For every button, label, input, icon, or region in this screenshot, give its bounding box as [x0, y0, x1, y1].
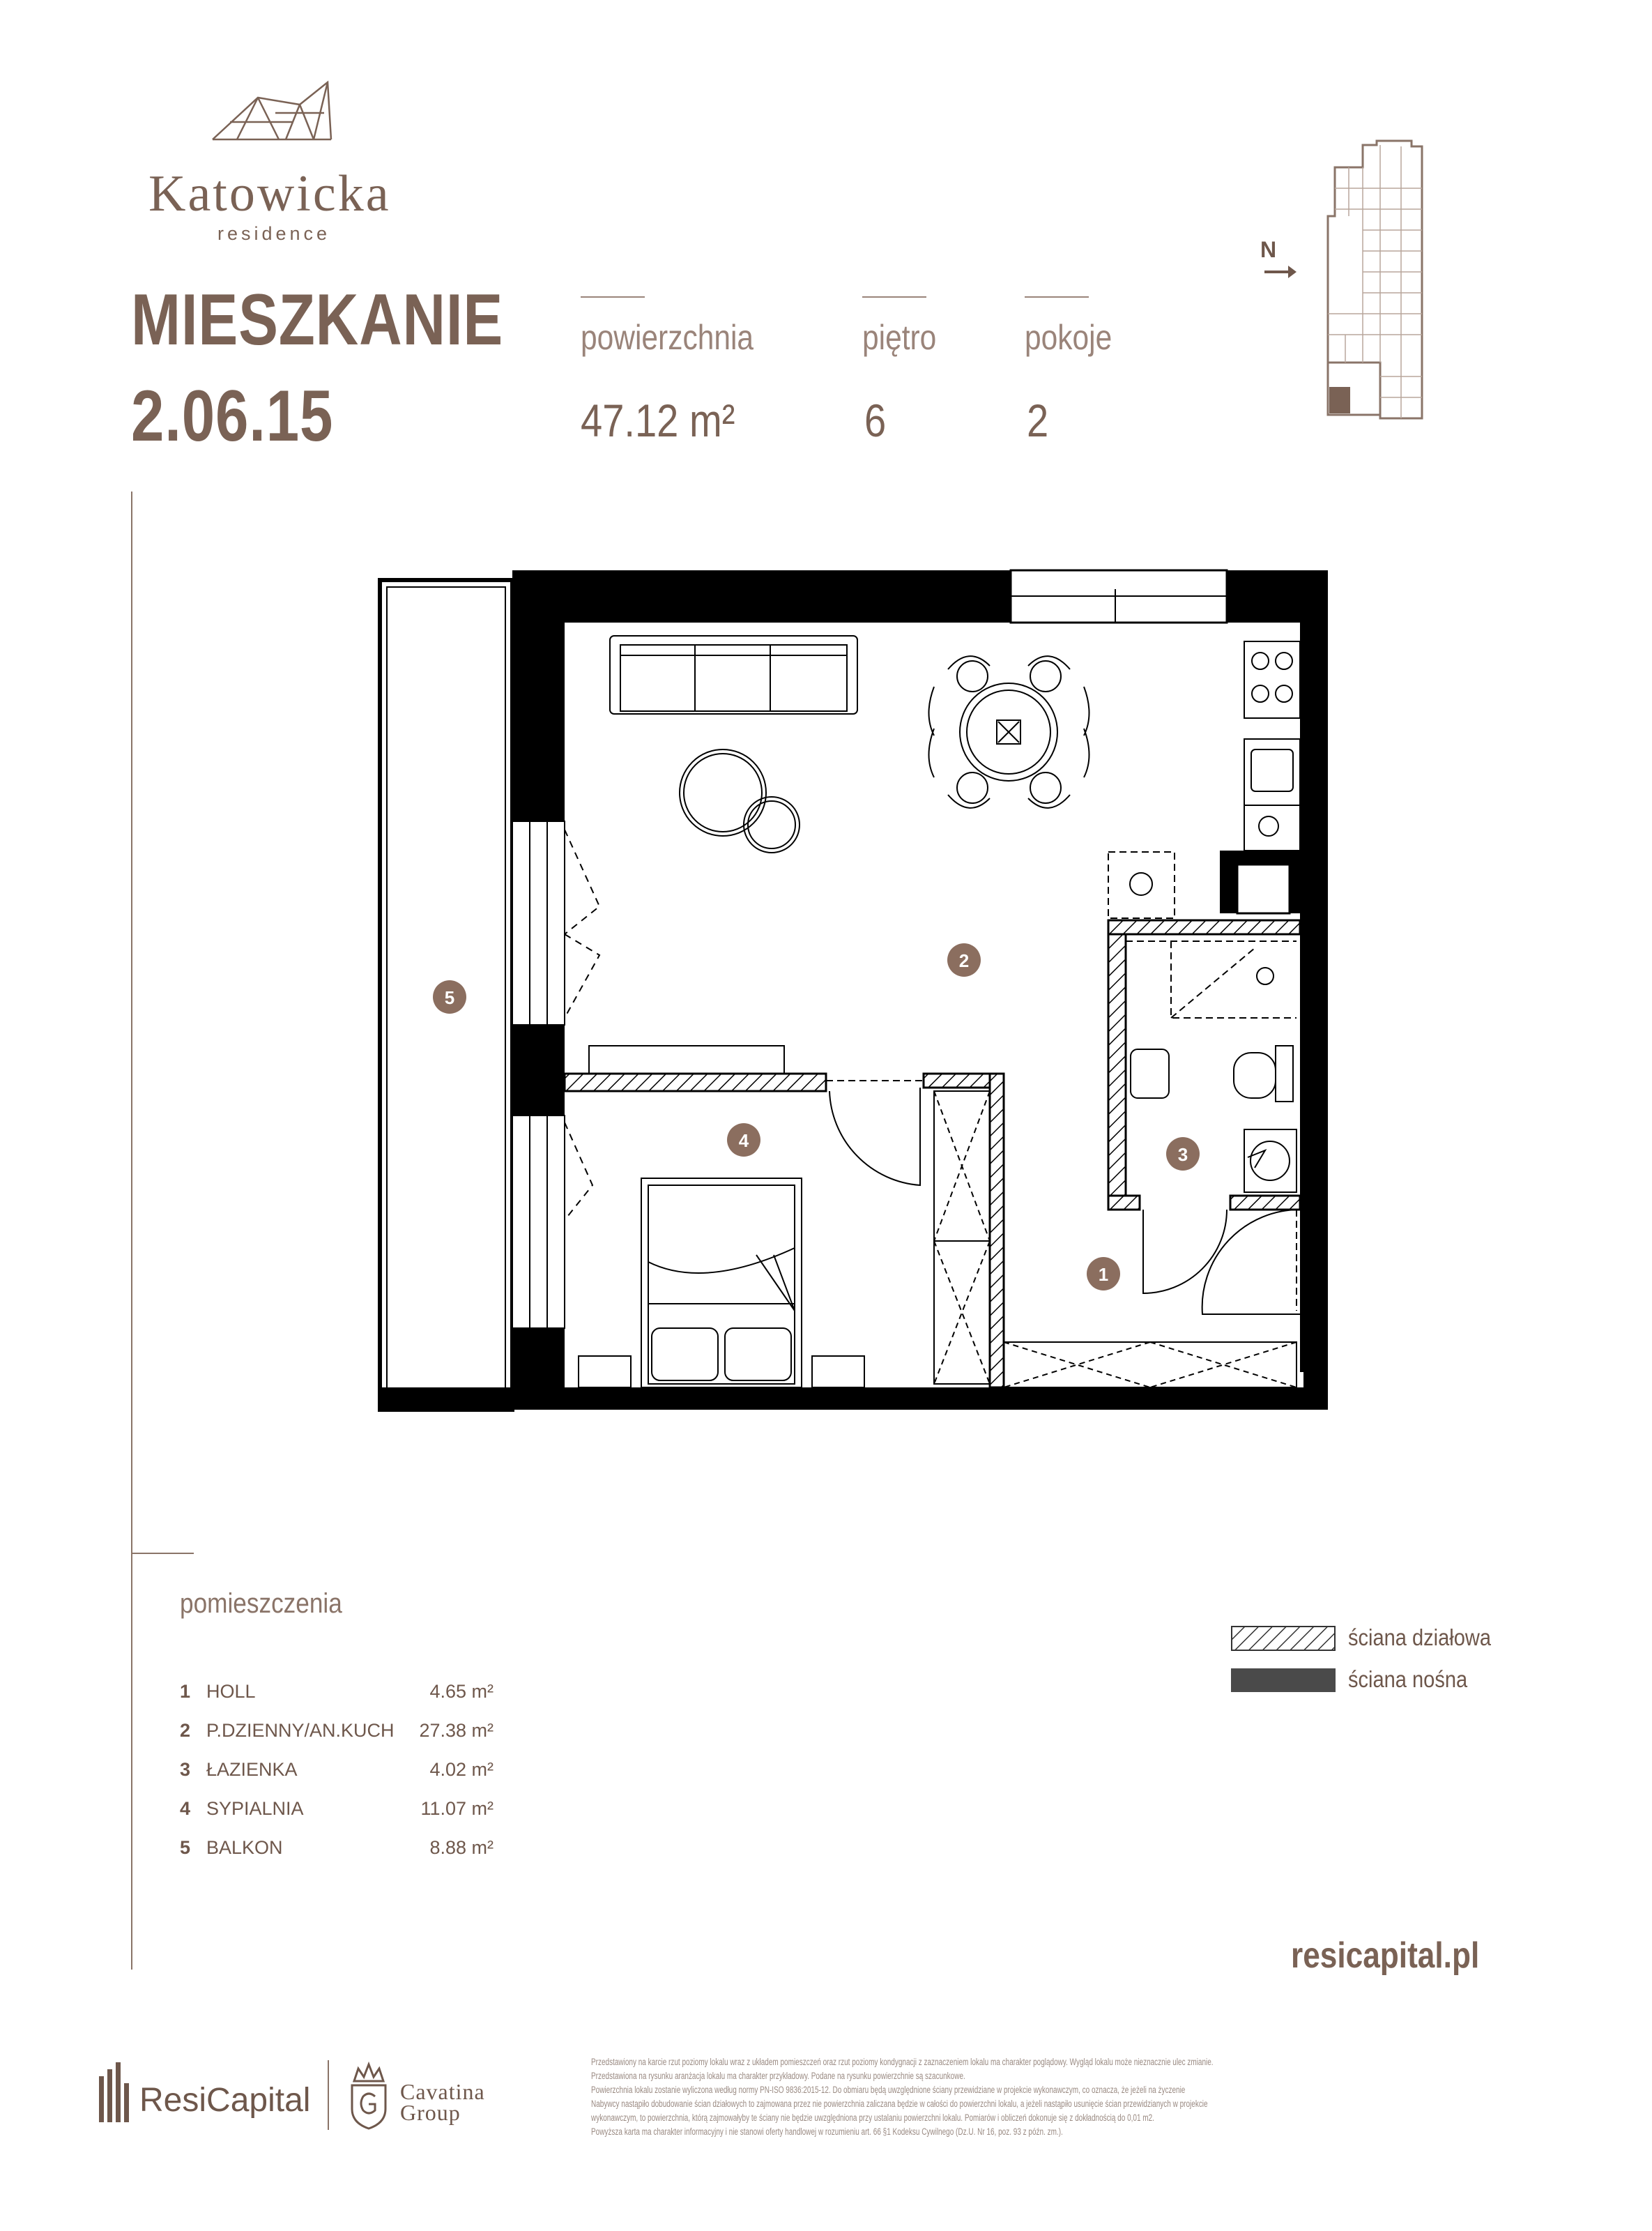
stat-label-floor: piętro: [862, 318, 937, 357]
north-indicator: [1260, 237, 1309, 286]
disclaimer-line: wykonawczym, to powierzchnia, którą zajmowałyby te ściany nie będzie uwzględniona przy ustalaniu powierzchni lokalu. Pomiarów i obliczeń dokonuje się z dokładnością do 0,01 m2.: [591, 2112, 1154, 2123]
disclaimer-line: Powierzchnia lokalu zostanie wyliczona według normy PN-ISO 9836:2015-12. Do obmiaru będą uwzględnione ściany przewidziane w projekcie wykonawczym, co oznacza, że jeżeli na życzenie: [591, 2085, 1186, 2095]
disclaimer-line: Przedstawiony na karcie rzut poziomy lokalu wraz z układem pomieszczeń oraz rzut poziomy kondygnacji z zaznaczeniem lokalu ma charakter poglądowy. Wygląd lokalu może nieznacznie ulec zmianie.: [591, 2057, 1214, 2067]
room-row: [180, 1828, 494, 1867]
room-area: 11.07 m²: [420, 1797, 494, 1819]
room-num: 3: [180, 1758, 191, 1780]
rooms-list: [180, 1672, 494, 1867]
stat-rule: [1025, 296, 1089, 298]
disclaimer-line: Powyższa karta ma charakter informacyjny i nie stanowi oferty handlowej w rozumieniu art. 66 §1 Kodeksu Cywilnego (Dz.U. Nr 16, poz. 93 z późn. zm.).: [591, 2126, 1063, 2137]
room-area: 4.02 m²: [429, 1758, 494, 1780]
bathroom-fixtures: [1126, 941, 1297, 1192]
room-area: 27.38 m²: [419, 1719, 494, 1741]
floor-plan: [376, 565, 1338, 1422]
disclaimer-line: Przedstawiona na rysunku aranżacja lokalu ma charakter przykładowy. Podane na rysunku powierzchnie są szacunkowe.: [591, 2071, 965, 2081]
legend-partition-label: ściana działowa: [1348, 1624, 1492, 1650]
room-marker-2-label: 2: [958, 950, 970, 971]
room-name: P.DZIENNY/AN.KUCH: [206, 1719, 395, 1741]
room-row: [180, 1789, 494, 1828]
vertical-rule: [131, 492, 132, 1970]
legend-load-bearing-label: ściana nośna: [1348, 1666, 1468, 1692]
cavatina-brand: [400, 2081, 485, 2123]
resicapital-logo-icon: [98, 2062, 131, 2122]
room-num: 1: [180, 1680, 191, 1702]
unit-location-highlight: [1329, 387, 1350, 413]
room-row: [180, 1750, 494, 1789]
room-name: ŁAZIENKA: [206, 1758, 298, 1780]
disclaimer: [591, 2055, 1478, 2139]
brand-subtitle: residence: [217, 223, 331, 244]
room-area: 4.65 m²: [429, 1680, 494, 1702]
room-name: BALKON: [206, 1836, 283, 1858]
stat-rule: [581, 296, 645, 298]
stat-label-area: powierzchnia: [581, 318, 754, 357]
room-row: [180, 1711, 494, 1750]
website-link[interactable]: resicapital.pl: [1291, 1935, 1480, 1976]
building-keyplan: [1321, 139, 1425, 425]
page-title: MIESZKANIE: [131, 280, 504, 360]
room-marker-4-label: 4: [738, 1130, 749, 1151]
resicapital-brand: ResiCapital: [139, 2082, 311, 2119]
legend-load-bearing-swatch: [1231, 1668, 1336, 1692]
cavatina-line1: Cavatina: [400, 2079, 485, 2104]
room-marker-3-label: 3: [1177, 1144, 1188, 1165]
room-marker-1-label: 1: [1098, 1264, 1109, 1285]
rooms-heading: pomieszczenia: [180, 1588, 342, 1619]
room-name: HOLL: [206, 1680, 256, 1702]
room-row: [180, 1672, 494, 1711]
room-num: 2: [180, 1719, 191, 1741]
unit-number: 2.06.15: [131, 376, 334, 457]
sofa: [610, 636, 857, 714]
room-num: 5: [180, 1836, 191, 1858]
room-marker-5-label: 5: [444, 987, 455, 1008]
brand-name: Katowicka: [148, 165, 391, 222]
stat-label-rooms: pokoje: [1025, 318, 1112, 357]
footer-divider: [328, 2060, 329, 2130]
coffee-tables: [680, 749, 800, 853]
north-label: N: [1260, 237, 1277, 262]
section-rule: [131, 1553, 194, 1554]
mountain-logo-icon: [209, 77, 335, 143]
room-area: 8.88 m²: [429, 1836, 494, 1858]
cavatina-line2: Group: [400, 2100, 461, 2125]
north-arrow-icon: [1263, 264, 1305, 280]
stat-value-rooms: 2: [1027, 395, 1049, 446]
cavatina-crest-icon: [349, 2060, 389, 2130]
room-name: SYPIALNIA: [206, 1797, 304, 1819]
bed: [579, 1046, 864, 1387]
legend-partition-swatch: [1231, 1626, 1336, 1651]
room-num: 4: [180, 1797, 191, 1819]
stat-rule: [862, 296, 926, 298]
disclaimer-line: Nabywcy nastąpiło dobudowanie ścian działowych to zajmowana przez nie powierzchnia zaliczana będzie w całości do powierzchni lokalu, a jeżeli nastąpiło usunięcie ścian przewidzianych w projekcie: [591, 2099, 1208, 2109]
stat-value-area: 47.12 m²: [581, 395, 735, 446]
stat-value-floor: 6: [864, 395, 887, 446]
dining-set: [929, 656, 1089, 808]
